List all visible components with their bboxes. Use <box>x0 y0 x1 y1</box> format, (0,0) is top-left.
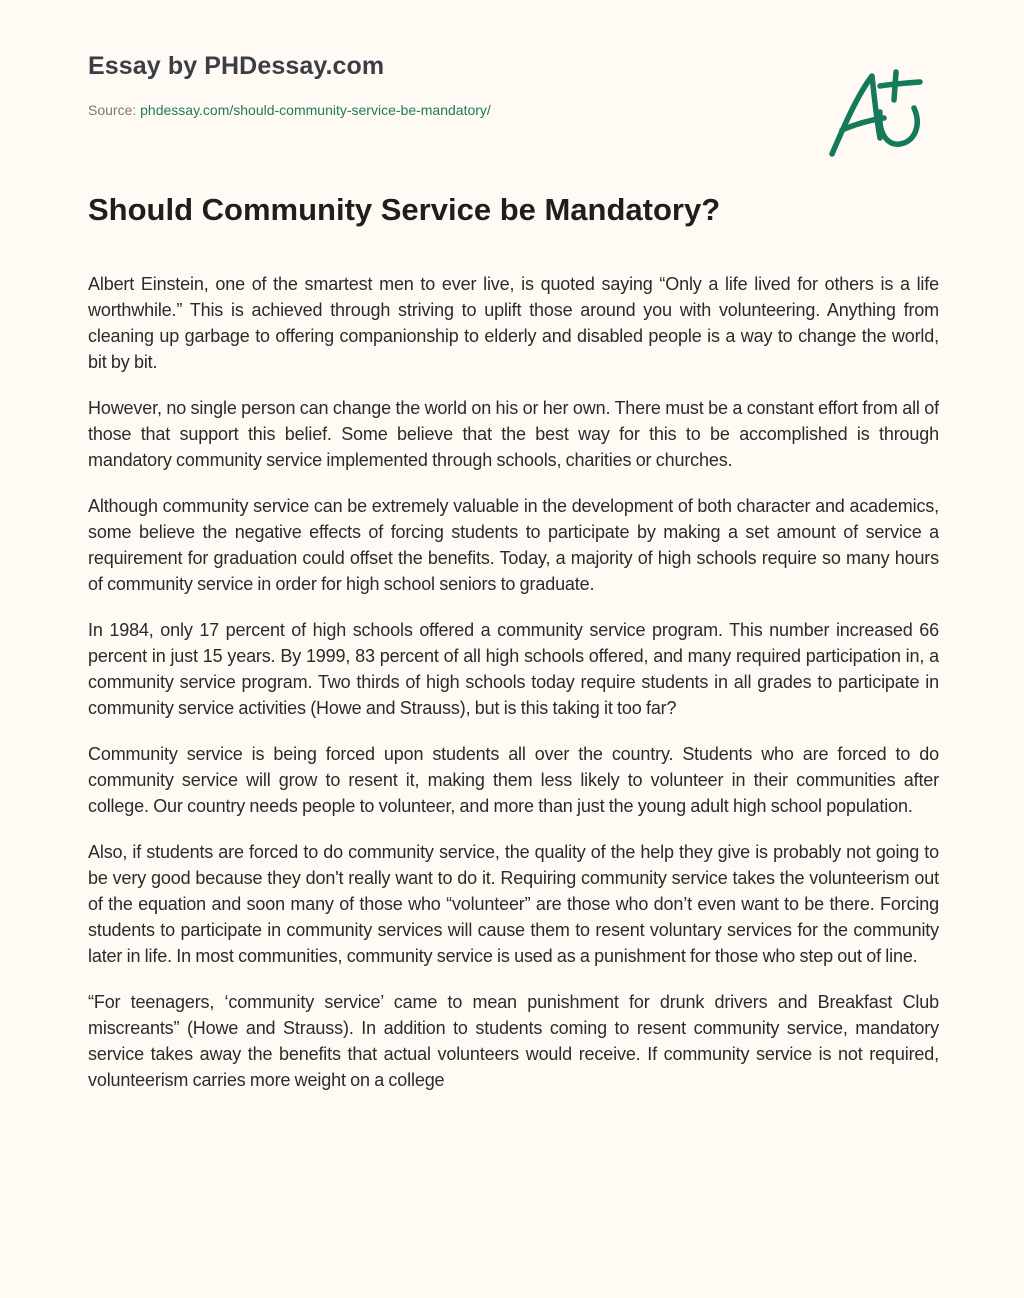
a-plus-grade-icon <box>826 64 926 160</box>
site-header <box>88 50 948 170</box>
essay-paragraph: “For teenagers, ‘community service’ came to mean punishment for drunk drivers and Breakfast Club miscreants” (Howe and Strauss). In addition to students coming to resent community service, mandatory service takes away the benefits that actual volunteers would receive. If community service is not required, volunteerism carries more weight on a college <box>88 992 939 1090</box>
site-brand: Essay by PHDessay.com <box>88 52 385 80</box>
essay-paragraph: Although community service can be extremely valuable in the development of both character and academics, some believe the negative effects of forcing students to participate by making a set amount of service a requirement for graduation could offset the benefits. Today, a majority of high schools require so many hours of community service in order for high school seniors to graduate. <box>88 496 939 594</box>
essay-paragraph: Also, if students are forced to do community service, the quality of the help they give is probably not going to be very good because they don't really want to do it. Requiring community service takes the volunteerism out of the equation and soon many of those who “volunteer” are those who don’t even want to be there. Forcing students to participate in community services will cause them to resent voluntary services for the community later in life. In most communities, community service is used as a punishment for those who step out of line. <box>88 842 939 966</box>
essay-paragraph: In 1984, only 17 percent of high schools offered a community service program. This number increased 66 percent in just 15 years. By 1999, 83 percent of all high schools offered, and many required participation in, a community service program. Two thirds of high schools today require students in all grades to participate in community service activities (Howe and Strauss), but is this taking it too far? <box>88 620 939 718</box>
source-link[interactable]: phdessay.com/should-community-service-be-mandatory/ <box>140 102 491 118</box>
essay-title: Should Community Service be Mandatory? <box>88 192 721 227</box>
essay-paragraph: Albert Einstein, one of the smartest men to ever live, is quoted saying “Only a life lived for others is a life worthwhile.” This is achieved through striving to uplift those around you with volunteering. Anything from cleaning up garbage to offering companionship to elderly and disabled people is a way to change the world, bit by bit. <box>88 274 939 372</box>
essay-body <box>88 271 939 1113</box>
essay-paragraph: However, no single person can change the world on his or her own. There must be a constant effort from all of those that support this belief. Some believe that the best way for this to be accomplished is through mandatory community service implemented through schools, charities or churches. <box>88 398 939 470</box>
source-label: Source: <box>88 102 141 118</box>
source-line <box>88 101 491 119</box>
essay-paragraph: Community service is being forced upon students all over the country. Students who are forced to do community service will grow to resent it, making them less likely to volunteer in their communities after college. Our country needs people to volunteer, and more than just the young adult high school population. <box>88 744 939 816</box>
